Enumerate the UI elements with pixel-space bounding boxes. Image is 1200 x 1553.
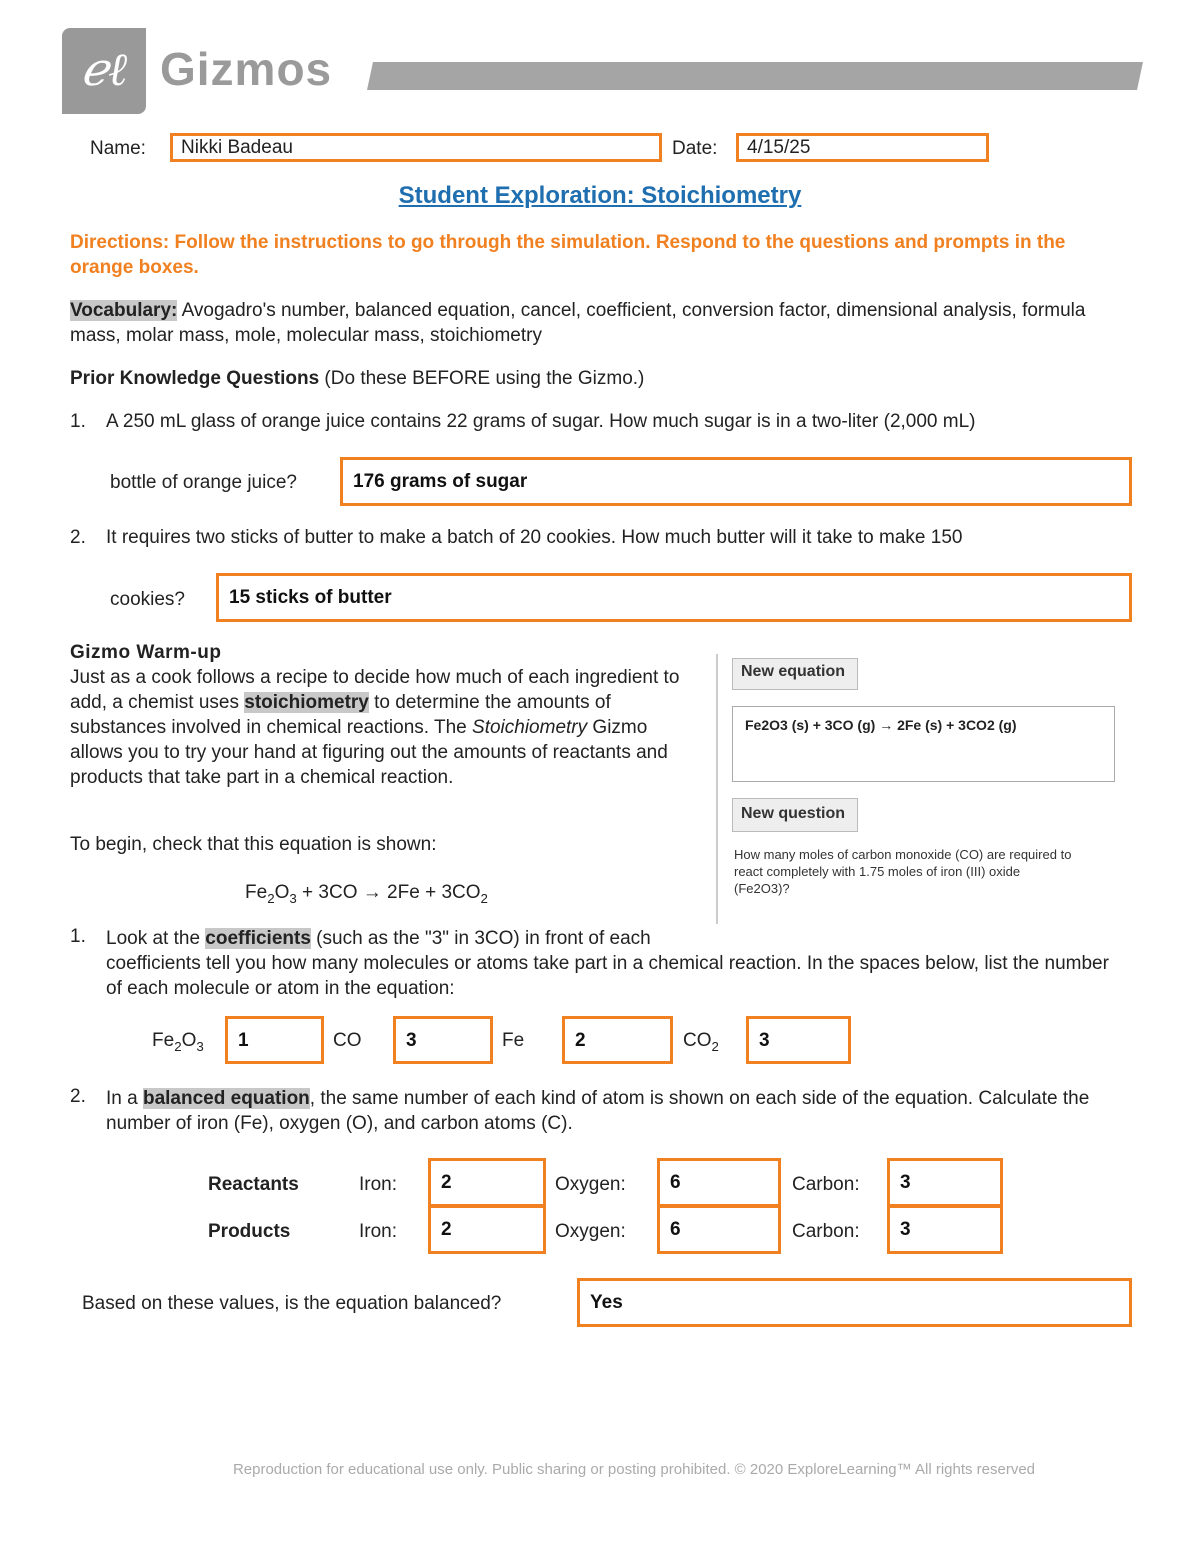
prior-q1-number: 1. xyxy=(70,411,86,432)
reactants-label: Reactants xyxy=(208,1174,299,1195)
new-equation-button[interactable]: New equation xyxy=(732,658,858,690)
products-iron-label: Iron: xyxy=(359,1221,398,1242)
reactants-oxygen-label: Oxygen: xyxy=(555,1174,626,1195)
q2-text xyxy=(106,1086,1116,1136)
vocabulary-text: Avogadro's number, balanced equation, cancel, coefficient, conversion factor, dimensional analysis, formula mass, molar mass, mole, molecular mass, stoichiometry xyxy=(70,300,1086,346)
footer-copyright: Reproduction for educational use only. Public sharing or posting prohibited. © 2020 ExploreLearning™ All rights reserved xyxy=(232,1461,1036,1478)
q2-number: 2. xyxy=(70,1086,86,1107)
date-label: Date: xyxy=(672,138,718,159)
balanced-question: Based on these values, is the equation balanced? xyxy=(82,1293,502,1314)
reactants-iron-value: 2 xyxy=(441,1172,452,1193)
prior-q2-cont: cookies? xyxy=(110,589,185,610)
new-question-button[interactable]: New question xyxy=(732,798,858,832)
name-field[interactable] xyxy=(170,133,662,162)
warmup-paragraph xyxy=(70,665,680,790)
eq-rest: 2Fe + 3CO xyxy=(381,882,481,903)
simulation-panel xyxy=(716,654,1138,924)
q1-value-co2: 3 xyxy=(759,1030,770,1051)
eq-plus-co: + 3CO xyxy=(296,882,363,903)
warmup-equation: $Fe_2O_3 + 3CO \to 2Fe + 3CO_2$ xyxy=(245,882,488,906)
date-value: 4/15/25 xyxy=(747,137,811,158)
q1-value-fe2o3: 1 xyxy=(238,1030,249,1051)
sim-question: How many moles of carbon monoxide (CO) are required to react completely with 1.75 moles of iron (III) oxide (Fe2O3)? xyxy=(734,847,1072,896)
q1-label-fe: Fe xyxy=(502,1030,525,1051)
q1-line1 xyxy=(106,926,726,951)
header-bar xyxy=(367,62,1143,90)
prior-q1-answer-box[interactable] xyxy=(340,457,1132,506)
q1-value-co: 3 xyxy=(406,1030,417,1051)
products-oxygen-label: Oxygen: xyxy=(555,1221,626,1242)
products-iron-value: 2 xyxy=(441,1219,452,1240)
q1-text-a: Look at the xyxy=(106,928,206,949)
products-carbon-value: 3 xyxy=(900,1219,911,1240)
gizmos-logo-mark xyxy=(62,28,146,114)
warmup-italic: Stoichiometry xyxy=(472,717,588,738)
q1-text-c: coefficients tell you how many molecules or atoms take part in a chemical reaction. In the spaces below, list the number of each molecule or atom in the equation: xyxy=(106,953,1109,999)
warmup-highlight: stoichiometry xyxy=(244,692,369,713)
directions: Directions: Follow the instructions to go through the simulation. Respond to the questions and prompts in the orange boxes. xyxy=(70,232,1066,278)
q1-box-fe[interactable] xyxy=(562,1016,673,1064)
reactants-oxygen-box[interactable] xyxy=(657,1158,781,1207)
q2-text-b: , the same number of each kind of atom is shown on each side of the equation. Calculate the number of iron (Fe), oxygen (O), and carbon atoms (C). xyxy=(106,1088,1090,1134)
products-oxygen-value: 6 xyxy=(670,1219,681,1240)
q1-value-fe: 2 xyxy=(575,1030,586,1051)
prior-q1-answer: 176 grams of sugar xyxy=(353,471,528,492)
name-value: Nikki Badeau xyxy=(181,137,293,158)
reactants-carbon-box[interactable] xyxy=(887,1158,1003,1207)
warmup-text-c: Gizmo allows you to try your hand at figuring out the amounts of reactants and products that take part in a chemical reaction. xyxy=(70,717,668,788)
q2-highlight: balanced equation xyxy=(142,1088,310,1109)
q1-label-co2: $CO_2$ xyxy=(683,1030,719,1054)
q1-label-fe2o3: $Fe_2O_3$ xyxy=(152,1030,204,1054)
reactants-carbon-label: Carbon: xyxy=(792,1174,860,1195)
products-carbon-box[interactable] xyxy=(887,1205,1003,1254)
sim-equation: Fe2O3 (s) + 3CO (g) → 2Fe (s) + 3CO2 (g) xyxy=(745,717,1017,733)
prior-q2-answer: 15 sticks of butter xyxy=(229,587,392,608)
q1-number: 1. xyxy=(70,926,86,947)
prior-q1-text: A 250 mL glass of orange juice contains 22 grams of sugar. How much sugar is in a two-liter (2,000 mL) xyxy=(106,411,976,432)
date-field[interactable] xyxy=(736,133,989,162)
balanced-answer: Yes xyxy=(590,1292,623,1313)
prior-q2-answer-box[interactable] xyxy=(216,573,1132,622)
prior-q1-cont: bottle of orange juice? xyxy=(110,472,297,493)
reactants-carbon-value: 3 xyxy=(900,1172,911,1193)
q1-box-co[interactable] xyxy=(393,1016,493,1064)
q1-box-co2[interactable] xyxy=(746,1016,851,1064)
warmup-heading: Gizmo Warm-up xyxy=(70,642,222,663)
warmup-text-a: Just as a cook follows a recipe to decide how much of each ingredient to add, a chemist uses xyxy=(70,667,680,713)
reactants-iron-label: Iron: xyxy=(359,1174,398,1195)
prior-q2-number: 2. xyxy=(70,527,86,548)
q1-label-co: CO xyxy=(333,1030,362,1051)
q2-text-a: In a xyxy=(106,1088,143,1109)
products-label: Products xyxy=(208,1221,291,1242)
prior-note: (Do these BEFORE using the Gizmo.) xyxy=(319,368,645,389)
warmup-text-b: to determine the amounts of substances involved in chemical reactions. The xyxy=(70,692,611,738)
prior-heading-text: Prior Knowledge Questions xyxy=(70,368,320,389)
products-iron-box[interactable] xyxy=(428,1205,546,1254)
products-carbon-label: Carbon: xyxy=(792,1221,860,1242)
reactants-oxygen-value: 6 xyxy=(670,1172,681,1193)
vocabulary-label: Vocabulary: xyxy=(70,300,178,321)
logo-glyph: ℯℓ xyxy=(80,42,128,96)
products-oxygen-box[interactable] xyxy=(657,1205,781,1254)
eq-arrow: → xyxy=(362,882,382,903)
name-label: Name: xyxy=(90,138,146,159)
warmup-instruction: To begin, check that this equation is shown: xyxy=(70,834,437,855)
q1-text-b: (such as the "3" in 3CO) in front of each xyxy=(310,928,651,949)
prior-q2-text: It requires two sticks of butter to make a batch of 20 cookies. How much butter will it take to make 150 xyxy=(106,527,963,548)
reactants-iron-box[interactable] xyxy=(428,1158,546,1207)
q1-highlight: coefficients xyxy=(205,928,311,949)
page-title: Student Exploration: Stoichiometry xyxy=(398,182,802,209)
balanced-answer-box[interactable] xyxy=(577,1278,1132,1327)
vocabulary xyxy=(70,298,1130,348)
sim-equation-box xyxy=(732,706,1115,782)
gizmos-logo-word: Gizmos xyxy=(160,43,333,95)
q1-box-fe2o3[interactable] xyxy=(225,1016,324,1064)
prior-knowledge-heading xyxy=(70,368,644,390)
eq-fe: Fe xyxy=(245,882,268,903)
